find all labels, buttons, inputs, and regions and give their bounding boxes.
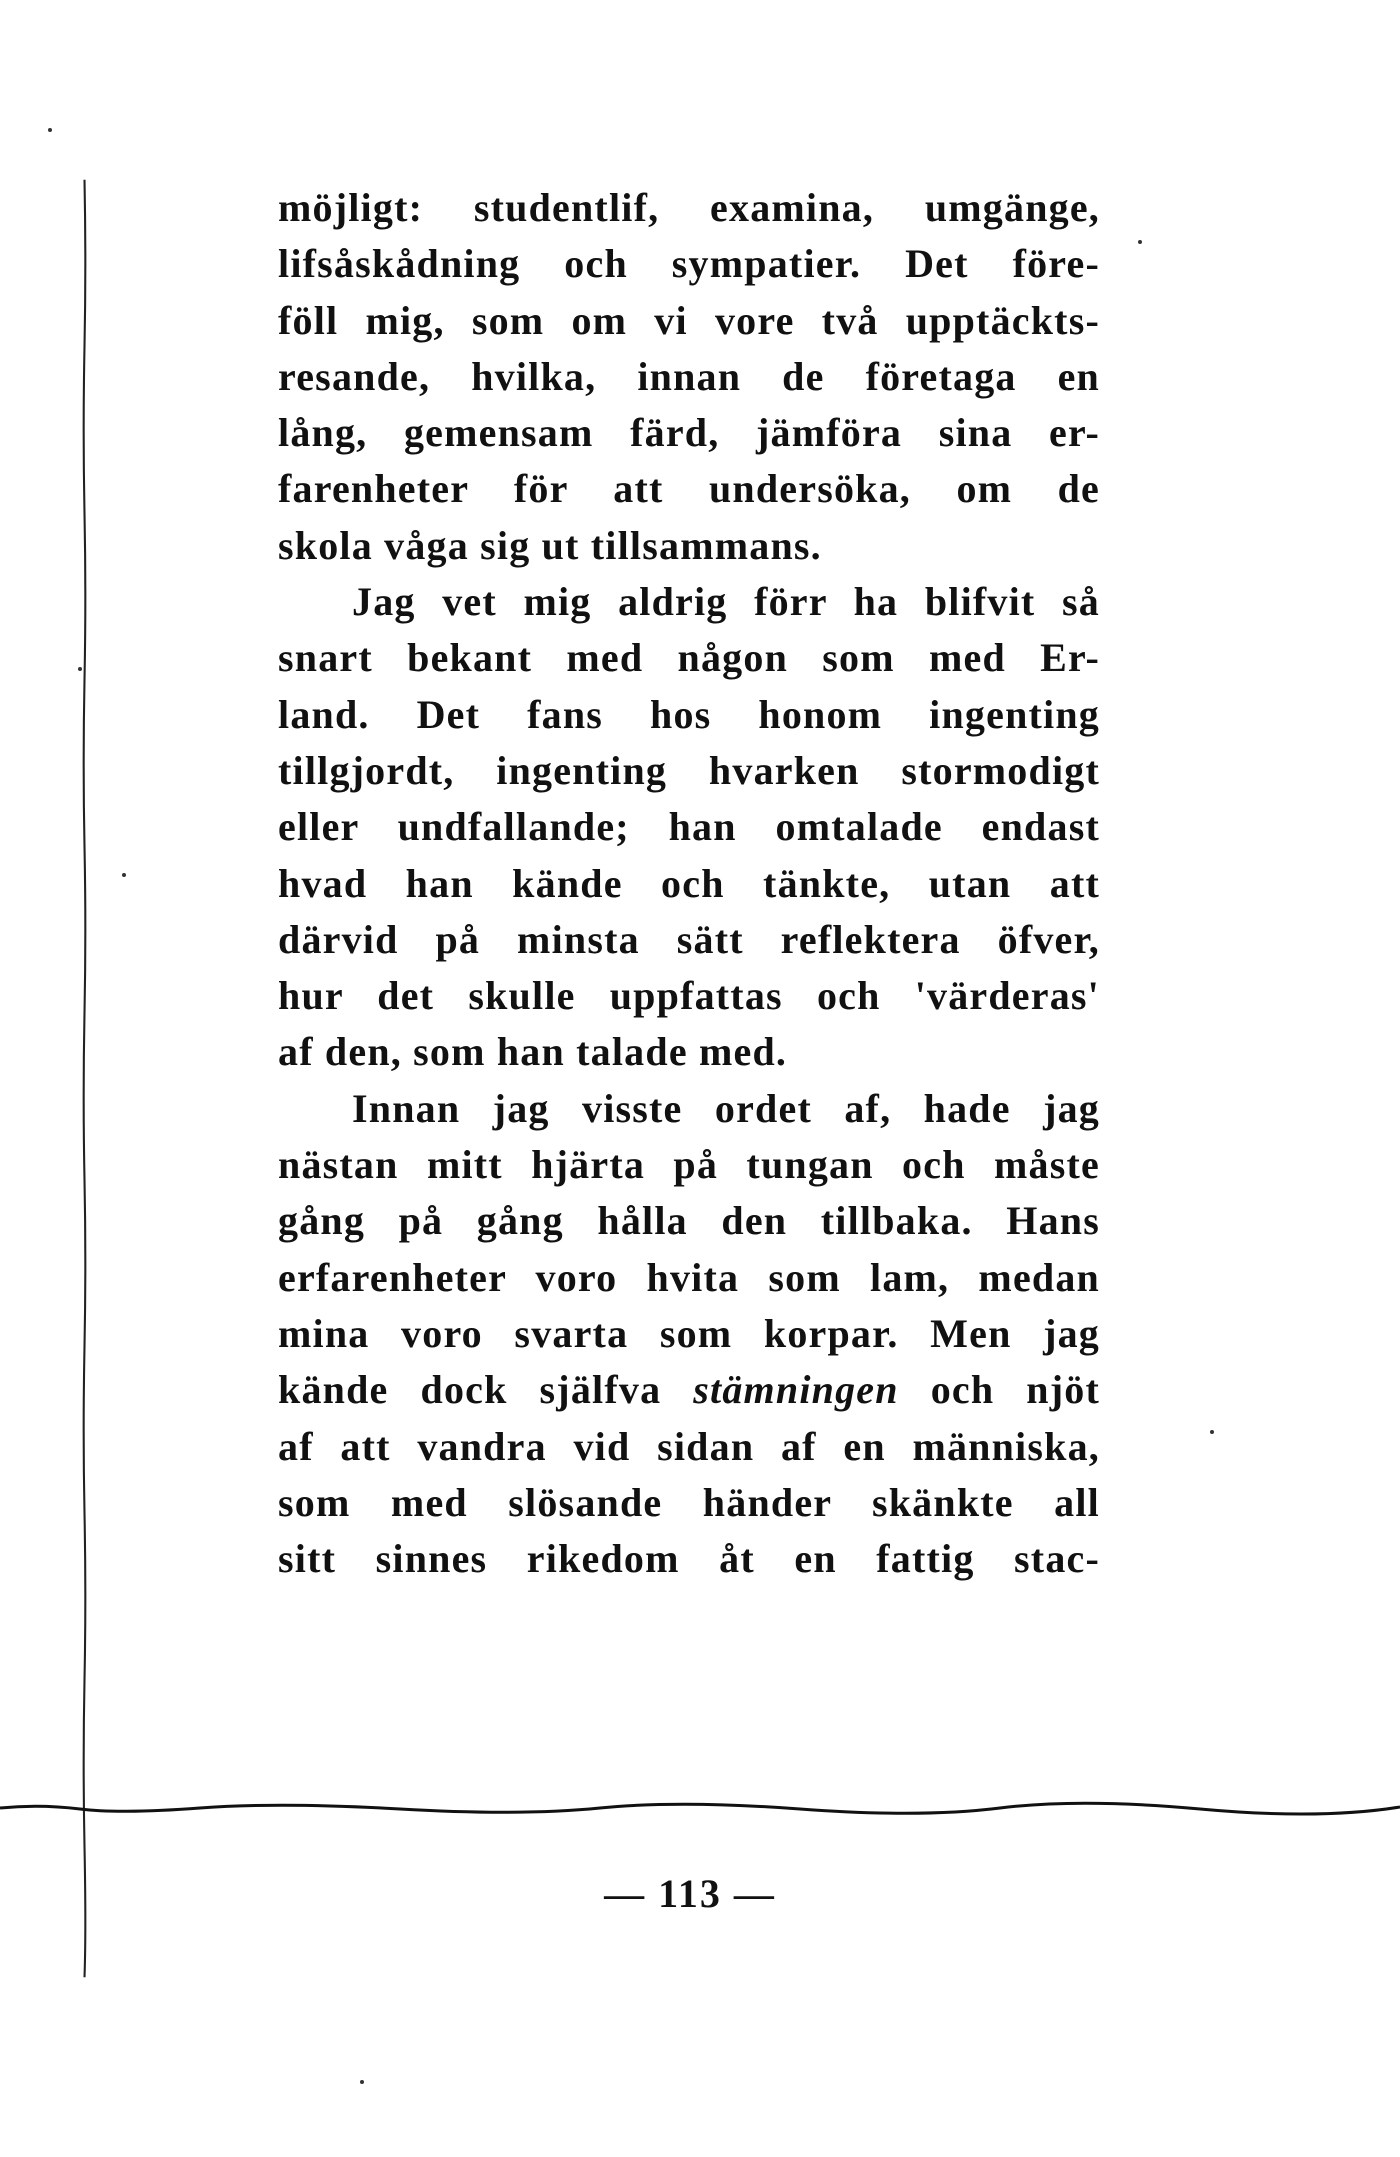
text-line: Innan jag visste ordet af, hade jag: [352, 1085, 1100, 1131]
text-line: erfarenheter voro hvita som lam, medan: [278, 1254, 1100, 1300]
print-speck: [360, 2080, 364, 2084]
text-line: tillgjordt, ingenting hvarken stormodigt: [278, 747, 1100, 793]
paragraph-3: [278, 1081, 1100, 1588]
text-line: nästan mitt hjärta på tungan och måste: [278, 1142, 1100, 1188]
print-speck: [122, 873, 126, 877]
page-binding-edge: [82, 0, 87, 2157]
text-line: land. Det fans hos honom ingenting: [278, 691, 1100, 737]
text-line: som med slösande händer skänkte all: [278, 1479, 1100, 1525]
print-speck: [78, 667, 82, 671]
text-line-with-italic: [278, 1362, 1100, 1418]
text-line: mina voro svarta som korpar. Men jag: [278, 1310, 1100, 1356]
print-speck: [1138, 240, 1142, 244]
text-line: hvad han kände och tänkte, utan att: [278, 860, 1100, 906]
text-line: lifsåskådning och sympatier. Det före-: [278, 241, 1100, 287]
text-line: föll mig, som om vi vore två upptäckts-: [278, 297, 1100, 343]
paragraph-1: [278, 180, 1100, 574]
paragraph-2: [278, 574, 1100, 1081]
text-line: eller undfallande; han omtalade endast: [278, 804, 1100, 850]
italic-word: stämningen: [693, 1367, 899, 1413]
text-segment: kände dock själfva: [278, 1367, 662, 1413]
text-line: af att vandra vid sidan af en människa,: [278, 1423, 1100, 1469]
text-line: därvid på minsta sätt reflektera öfver,: [278, 916, 1100, 962]
text-line: farenheter för att undersöka, om de: [278, 466, 1100, 512]
text-line: resande, hvilka, innan de företaga en: [278, 353, 1100, 399]
text-line: snart bekant med någon som med Er-: [278, 635, 1100, 681]
text-line: Jag vet mig aldrig förr ha blifvit så: [352, 579, 1100, 625]
text-line: gång på gång hålla den tillbaka. Hans: [278, 1198, 1100, 1244]
page-number: — 113 —: [604, 1871, 776, 1916]
bottom-page-rule: [0, 1800, 1400, 1820]
text-line: skola våga sig ut tillsammans.: [278, 522, 822, 568]
text-line: lång, gemensam färd, jämföra sina er-: [278, 410, 1100, 456]
print-speck: [48, 128, 52, 132]
text-line: möjligt: studentlif, examina, umgänge,: [278, 185, 1100, 230]
body-text: [278, 180, 1100, 1587]
print-speck: [1210, 1430, 1214, 1434]
text-line: sitt sinnes rikedom åt en fattig stac-: [278, 1536, 1100, 1582]
text-line: hur det skulle uppfattas och 'värderas': [278, 973, 1100, 1019]
text-segment: och njöt: [930, 1367, 1100, 1413]
text-line: af den, som han talade med.: [278, 1029, 788, 1075]
